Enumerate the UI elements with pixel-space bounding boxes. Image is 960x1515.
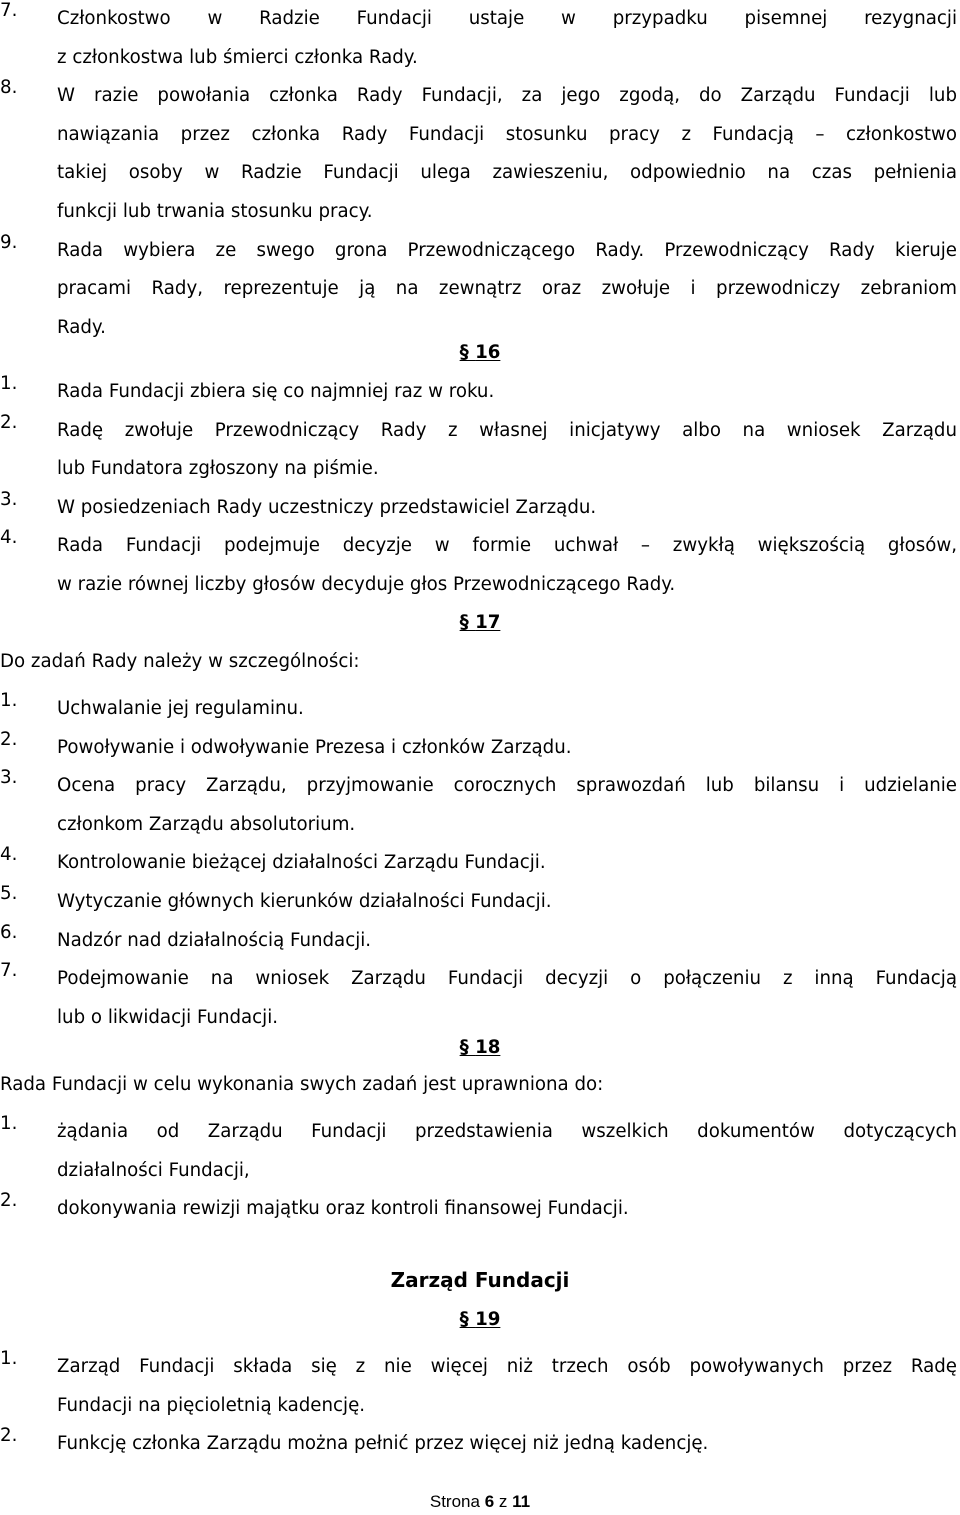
list-item-line: Uchwalanie jej regulaminu. bbox=[57, 698, 304, 719]
list-item bbox=[0, 412, 957, 489]
list-item-number: 8. bbox=[0, 77, 18, 99]
footer-page-number: 6 bbox=[484, 1492, 495, 1511]
list-item-line: członkom Zarządu absolutorium. bbox=[57, 813, 356, 835]
page-footer bbox=[0, 1492, 960, 1512]
chapter-heading-zarzad: Zarząd Fundacji bbox=[390, 1268, 570, 1292]
list-item bbox=[0, 77, 957, 231]
section-heading-17 bbox=[0, 605, 960, 641]
list-item-number: 2. bbox=[0, 1425, 18, 1447]
list-item bbox=[0, 844, 957, 883]
list-item-number: 2. bbox=[0, 728, 18, 750]
list-item-line: Powoływanie i odwoływanie Prezesa i członków Zarządu. bbox=[57, 736, 572, 758]
section-heading-18 bbox=[0, 1030, 960, 1066]
intro-section-17: Do zadań Rady należy w szczególności: bbox=[0, 651, 360, 672]
intro-section-18: Rada Fundacji w celu wykonania swych zadań jest uprawniona do: bbox=[0, 1074, 604, 1095]
list-item bbox=[0, 232, 957, 348]
list-item-line: dokonywania rewizji majątku oraz kontroli finansowej Fundacji. bbox=[57, 1198, 629, 1220]
list-item-line: Ocena pracy Zarządu, przyjmowanie corocznych sprawozdań lub bilansu i udzielanie bbox=[57, 775, 957, 797]
list-item-line: z członkostwa lub śmierci członka Rady. bbox=[57, 46, 418, 68]
list-item-line: Nadzór nad działalnością Fundacji. bbox=[57, 929, 372, 951]
list-item-line: Zarząd Fundacji składa się z nie więcej niż trzech osób powoływanych przez Radę bbox=[57, 1356, 957, 1377]
list-item-number: 6. bbox=[0, 921, 18, 943]
section-sign-icon: § bbox=[459, 612, 476, 633]
list-item-line: pracami Rady, reprezentuje ją na zewnątrz oraz zwołuje i przewodniczy zebraniom bbox=[57, 278, 957, 300]
section-sign-icon: § bbox=[459, 342, 476, 363]
list-item-number: 3. bbox=[0, 488, 18, 510]
section-number: § 19 bbox=[459, 1309, 501, 1330]
list-item bbox=[0, 922, 957, 961]
list-item-number: 1. bbox=[0, 1113, 18, 1134]
list-item-line: Rada wybiera ze swego grona Przewodniczącego Rady. Przewodniczący Rady kieruje bbox=[57, 239, 957, 261]
list-item-line: Członkostwo w Radzie Fundacji ustaje w przypadku pisemnej rezygnacji bbox=[57, 8, 957, 29]
section-number: § 17 bbox=[459, 612, 501, 633]
list-item bbox=[0, 527, 957, 604]
section-number: § 18 bbox=[459, 1037, 501, 1058]
list-item bbox=[0, 1348, 957, 1425]
list-item-line: funkcji lub trwania stosunku pracy. bbox=[57, 200, 373, 222]
list-item bbox=[0, 1425, 957, 1464]
list-item-number: 2. bbox=[0, 411, 18, 433]
list-item-line: Kontrolowanie bieżącej działalności Zarządu Fundacji. bbox=[57, 852, 546, 874]
footer-separator: z bbox=[498, 1492, 508, 1511]
section-number: § 16 bbox=[459, 342, 501, 363]
list-item-line: Wytyczanie głównych kierunków działalności Fundacji. bbox=[57, 891, 552, 912]
list-item-line: lub Fundatora zgłoszony na piśmie. bbox=[57, 458, 379, 480]
section-sign-icon: § bbox=[459, 1309, 476, 1330]
list-item-line: działalności Fundacji, bbox=[57, 1159, 250, 1181]
list-item bbox=[0, 373, 957, 412]
list-item-line: Rada Fundacji zbiera się co najmniej raz w roku. bbox=[57, 381, 495, 402]
list-item-line: Radę zwołuje Przewodniczący Rady z własnej inicjatywy albo na wniosek Zarządu bbox=[57, 419, 957, 441]
list-item bbox=[0, 883, 957, 922]
section-heading-16 bbox=[0, 335, 960, 371]
list-item-line: Fundacji na pięcioletnią kadencję. bbox=[57, 1394, 366, 1416]
section-sign-icon: § bbox=[459, 1037, 476, 1058]
list-item-line: lub o likwidacji Fundacji. bbox=[57, 1006, 279, 1028]
list-item bbox=[0, 960, 957, 1037]
list-item bbox=[0, 729, 957, 768]
list-item-line: Funkcję członka Zarządu można pełnić przez więcej niż jedną kadencję. bbox=[57, 1433, 709, 1455]
list-item-line: Rady. bbox=[57, 316, 106, 338]
section-heading-19 bbox=[0, 1302, 960, 1338]
list-item-line: nawiązania przez członka Rady Fundacji stosunku pracy z Fundacją – członkostwo bbox=[57, 123, 957, 145]
list-item-line: Podejmowanie na wniosek Zarządu Fundacji decyzji o połączeniu z inną Fundacją bbox=[57, 968, 957, 990]
list-item-line: W posiedzeniach Rady uczestniczy przedstawiciel Zarządu. bbox=[57, 496, 597, 518]
list-item-number: 1. bbox=[0, 690, 18, 711]
list-item-number: 9. bbox=[0, 231, 18, 253]
list-item bbox=[0, 1190, 957, 1229]
list-item bbox=[0, 489, 957, 528]
list-item-number: 5. bbox=[0, 883, 18, 904]
list-item-number: 7. bbox=[0, 0, 18, 21]
list-item-line: w razie równej liczby głosów decyduje głos Przewodniczącego Rady. bbox=[57, 573, 676, 595]
list-item-number: 7. bbox=[0, 960, 18, 982]
list-item bbox=[0, 0, 957, 77]
list-item-number: 1. bbox=[0, 373, 18, 394]
list-item-number: 2. bbox=[0, 1190, 18, 1212]
list-item-number: 4. bbox=[0, 844, 18, 866]
list-item-number: 1. bbox=[0, 1348, 18, 1369]
list-item-line: W razie powołania członka Rady Fundacji, za jego zgodą, do Zarządu Fundacji lub bbox=[57, 85, 957, 107]
list-item-number: 4. bbox=[0, 527, 18, 549]
list-item-line: Rada Fundacji podejmuje decyzje w formie uchwał – zwykłą większością głosów, bbox=[57, 535, 957, 557]
list-item-number: 3. bbox=[0, 767, 18, 789]
list-item bbox=[0, 767, 957, 844]
list-item bbox=[0, 1113, 957, 1190]
footer-page-total: 11 bbox=[512, 1492, 531, 1511]
footer-prefix: Strona bbox=[429, 1492, 480, 1511]
list-item bbox=[0, 690, 957, 729]
list-item-line: takiej osoby w Radzie Fundacji ulega zawieszeniu, odpowiednio na czas pełnienia bbox=[57, 162, 957, 184]
list-item-line: żądania od Zarządu Fundacji przedstawienia wszelkich dokumentów dotyczących bbox=[57, 1121, 957, 1142]
